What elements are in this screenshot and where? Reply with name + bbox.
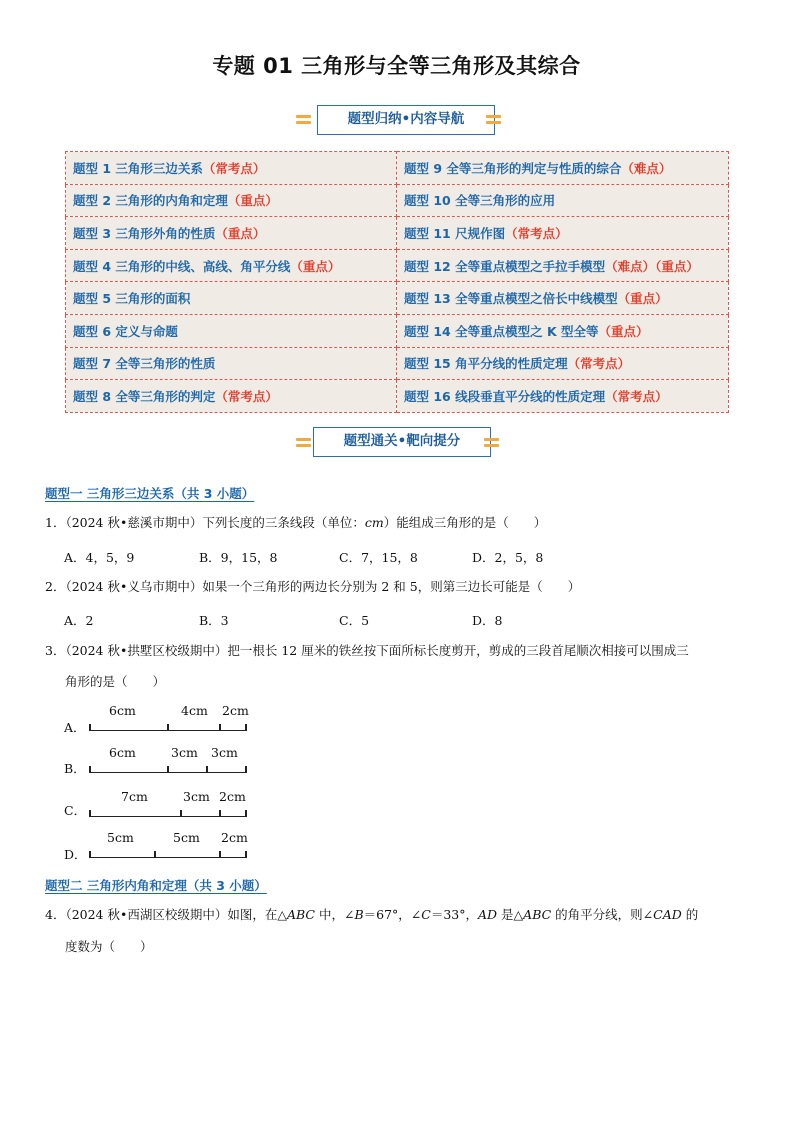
ruler-tick: [89, 766, 91, 773]
ruler-tick: [167, 724, 169, 731]
topic-label: 题型 5 三角形的面积: [73, 291, 191, 307]
question-text: （2024 秋•拱墅区校级期中）把一根长 12 厘米的铁丝按下面所标长度剪开，剪成的三段首尾顺次相接可以围成三: [65, 643, 689, 658]
option-b: B．9，15，8: [199, 550, 278, 565]
practice-section-header: 题型通关•靶向提分: [313, 427, 491, 457]
topic-tag: （重点）: [227, 193, 278, 209]
math-symbol: C: [421, 907, 431, 922]
option-c-label: C．: [64, 803, 87, 818]
nav-section-header: 题型归纳•内容导航: [317, 105, 495, 135]
math-symbol: AD: [478, 907, 498, 922]
segment-label: 3cm: [171, 745, 198, 760]
option-c: C．5: [339, 613, 370, 628]
topic-label: 题型 1 三角形三边关系: [73, 160, 203, 176]
nav-cell-left: [66, 184, 397, 217]
topic-label: 题型 12 全等重点模型之手拉手模型: [404, 258, 606, 274]
question-3: [45, 641, 689, 661]
topic-label: 题型 16 线段垂直平分线的性质定理: [404, 388, 606, 404]
unit-text: cm: [364, 515, 384, 530]
ruler-tick: [245, 810, 247, 817]
nav-cell-left: [66, 249, 397, 282]
nav-row: [66, 152, 729, 185]
question-text: ＝33°，: [430, 907, 479, 922]
question-text: ＝67°，∠: [363, 907, 422, 922]
topic-label: 题型 6 定义与命题: [73, 323, 178, 339]
segment-label: 2cm: [219, 789, 246, 804]
option-d: D．2，5，8: [472, 550, 544, 565]
option-b: B．3: [199, 613, 229, 628]
nav-cell-left: [66, 314, 397, 347]
ruler-tick: [219, 810, 221, 817]
question-text: （2024 秋•义乌市期中）如果一个三角形的两边长分别为 2 和 5，则第三边长可能是（ ）: [65, 579, 581, 594]
topic-label: 题型 9 全等三角形的判定与性质的综合: [404, 160, 622, 176]
question-text: 中，∠: [315, 907, 355, 922]
nav-cell-right: [397, 380, 729, 413]
ruler-line: [89, 857, 247, 859]
option-a: A．2: [64, 613, 94, 628]
topic-label: 题型 4 三角形的中线、高线、角平分线: [73, 258, 291, 274]
topic-label: 题型 2 三角形的内角和定理: [73, 193, 228, 209]
question-text: 的角平分线，则∠: [551, 907, 654, 922]
topic-tag: （常考点）: [567, 356, 631, 372]
option-d-label: D．: [64, 847, 87, 862]
nav-cell-left: [66, 347, 397, 380]
question-number: 4．: [45, 907, 66, 922]
topic-tag: （重点）: [215, 225, 266, 241]
topic-tag: （难点）: [621, 160, 672, 176]
page-title: 专题 01 三角形与全等三角形及其综合: [212, 54, 581, 78]
question-number: 3．: [45, 643, 66, 658]
nav-cell-right: [397, 217, 729, 250]
ruler-tick: [206, 766, 208, 773]
question-number: 1．: [45, 515, 66, 530]
segment-label: 7cm: [121, 789, 148, 804]
segment-label: 5cm: [173, 830, 200, 845]
option-b-label: B．: [64, 761, 86, 776]
question-4-line2: 度数为（ ）: [65, 939, 153, 954]
nav-cell-right: [397, 282, 729, 315]
left-decoration-icon: [296, 113, 311, 127]
segment-label: 3cm: [211, 745, 238, 760]
topic-tag: （常考点）: [202, 160, 266, 176]
math-symbol: ABC: [286, 907, 315, 922]
section-heading: 题型一 三角形三边关系（共 3 小题）: [45, 486, 255, 501]
topic-tag: （难点）（重点）: [605, 258, 699, 274]
nav-cell-right: [397, 249, 729, 282]
ruler-tick: [180, 810, 182, 817]
option-d: D．8: [472, 613, 503, 628]
question-text: （2024 秋•西湖区校级期中）如图，在△: [65, 907, 287, 922]
segment-label: 3cm: [183, 789, 210, 804]
nav-row: [66, 217, 729, 250]
option-a: A．4，5，9: [64, 550, 135, 565]
segment-label: 4cm: [181, 703, 208, 718]
segment-ruler-c: [89, 789, 247, 817]
nav-cell-left: [66, 152, 397, 185]
right-decoration-icon: [486, 113, 501, 127]
ruler-tick: [245, 851, 247, 858]
ruler-tick: [89, 724, 91, 731]
ruler-tick: [245, 724, 247, 731]
left-decoration-icon: [296, 436, 311, 450]
topic-tag: （重点）: [598, 323, 649, 339]
segment-ruler-a: [89, 703, 247, 731]
option-c: C．7，15，8: [339, 550, 418, 565]
ruler-tick: [219, 724, 221, 731]
segment-label: 6cm: [109, 745, 136, 760]
segment-label: 6cm: [109, 703, 136, 718]
topic-tag: （重点）: [290, 258, 341, 274]
topic-tag: （重点）: [617, 291, 668, 307]
question-text: ）能组成三角形的是（ ）: [383, 515, 547, 530]
question-text: （2024 秋•慈溪市期中）下列长度的三条线段（单位：: [65, 515, 365, 530]
question-1: [45, 513, 546, 533]
topic-navigation-table: [65, 151, 729, 413]
topic-tag: （常考点）: [215, 388, 278, 404]
nav-row: [66, 249, 729, 282]
question-2: [45, 577, 580, 597]
topic-label: 题型 11 尺规作图: [404, 225, 506, 241]
ruler-tick: [219, 851, 221, 858]
ruler-tick: [89, 851, 91, 858]
nav-row: [66, 380, 729, 413]
nav-row: [66, 347, 729, 380]
nav-cell-left: [66, 380, 397, 413]
question-4: [45, 905, 698, 925]
nav-cell-right: [397, 152, 729, 185]
topic-label: 题型 7 全等三角形的性质: [73, 356, 216, 372]
segment-label: 2cm: [222, 703, 249, 718]
topic-label: 题型 15 角平分线的性质定理: [404, 356, 568, 372]
question-3-line2: 角形的是（ ）: [65, 674, 166, 689]
topic-label: 题型 14 全等重点模型之 K 型全等: [404, 323, 599, 339]
option-a-label: A．: [64, 720, 86, 735]
topic-tag: （常考点）: [605, 388, 668, 404]
question-text: 是△: [497, 907, 524, 922]
topic-tag: （常考点）: [505, 225, 568, 241]
nav-cell-right: [397, 347, 729, 380]
segment-ruler-d: [89, 830, 247, 858]
nav-row: [66, 282, 729, 315]
topic-label: 题型 8 全等三角形的判定: [73, 388, 216, 404]
nav-row: [66, 314, 729, 347]
question-text: 的: [681, 907, 699, 922]
nav-cell-right: [397, 184, 729, 217]
math-symbol: ABC: [523, 907, 552, 922]
ruler-tick: [167, 766, 169, 773]
math-symbol: CAD: [653, 907, 682, 922]
segment-ruler-b: [89, 745, 247, 773]
section-heading: 题型二 三角形内角和定理（共 3 小题）: [45, 878, 267, 893]
topic-label: 题型 3 三角形外角的性质: [73, 225, 216, 241]
nav-cell-left: [66, 282, 397, 315]
ruler-line: [89, 816, 247, 818]
ruler-tick: [245, 766, 247, 773]
question-number: 2．: [45, 579, 66, 594]
nav-cell-left: [66, 217, 397, 250]
segment-label: 2cm: [221, 830, 248, 845]
nav-cell-right: [397, 314, 729, 347]
ruler-tick: [154, 851, 156, 858]
nav-row: [66, 184, 729, 217]
right-decoration-icon: [484, 436, 499, 450]
topic-label: 题型 13 全等重点模型之倍长中线模型: [404, 291, 618, 307]
topic-label: 题型 10 全等三角形的应用: [404, 193, 556, 209]
ruler-tick: [89, 810, 91, 817]
segment-label: 5cm: [107, 830, 134, 845]
math-symbol: B: [354, 907, 364, 922]
